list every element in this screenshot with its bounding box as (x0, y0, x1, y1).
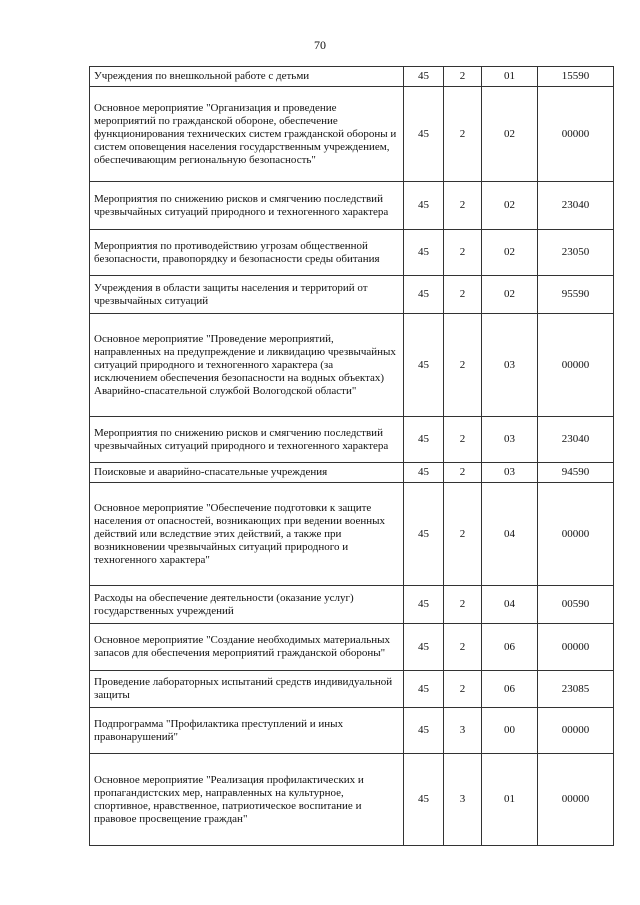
code-c: 01 (482, 754, 538, 846)
code-a: 45 (404, 754, 444, 846)
code-d: 00000 (538, 624, 614, 671)
table-row (90, 463, 614, 483)
row-description: Расходы на обеспечение деятельности (оказание услуг) государственных учреждений (90, 586, 404, 624)
row-description: Мероприятия по снижению рисков и смягчению последствий чрезвычайных ситуаций природного и техногенного характера (90, 182, 404, 230)
table-row (90, 417, 614, 463)
code-a: 45 (404, 276, 444, 314)
code-b: 2 (444, 87, 482, 182)
code-b: 2 (444, 276, 482, 314)
row-description: Мероприятия по снижению рисков и смягчению последствий чрезвычайных ситуаций природного и техногенного характера (90, 417, 404, 463)
code-c: 02 (482, 87, 538, 182)
code-b: 2 (444, 314, 482, 417)
code-b: 2 (444, 586, 482, 624)
page-number: 70 (314, 38, 326, 52)
code-b: 2 (444, 182, 482, 230)
table-row (90, 754, 614, 846)
code-d: 00000 (538, 314, 614, 417)
table-row (90, 67, 614, 87)
table-row (90, 483, 614, 586)
code-a: 45 (404, 708, 444, 754)
code-c: 03 (482, 417, 538, 463)
code-b: 2 (444, 67, 482, 87)
code-c: 04 (482, 483, 538, 586)
code-a: 45 (404, 67, 444, 87)
code-b: 2 (444, 417, 482, 463)
code-c: 00 (482, 708, 538, 754)
row-description: Поисковые и аварийно-спасательные учреждения (90, 463, 404, 483)
code-a: 45 (404, 671, 444, 708)
table-row (90, 314, 614, 417)
code-c: 04 (482, 586, 538, 624)
table-row (90, 276, 614, 314)
code-d: 00000 (538, 87, 614, 182)
code-b: 3 (444, 708, 482, 754)
code-a: 45 (404, 586, 444, 624)
code-b: 2 (444, 483, 482, 586)
table-row (90, 586, 614, 624)
code-a: 45 (404, 463, 444, 483)
code-a: 45 (404, 87, 444, 182)
table-row (90, 87, 614, 182)
code-b: 2 (444, 463, 482, 483)
code-c: 06 (482, 671, 538, 708)
code-c: 03 (482, 463, 538, 483)
table-row (90, 182, 614, 230)
code-d: 23085 (538, 671, 614, 708)
row-description: Мероприятия по противодействию угрозам общественной безопасности, правопорядку и безопасности среды обитания (90, 230, 404, 276)
code-d: 15590 (538, 67, 614, 87)
code-d: 00590 (538, 586, 614, 624)
code-c: 01 (482, 67, 538, 87)
code-a: 45 (404, 314, 444, 417)
code-b: 2 (444, 671, 482, 708)
code-d: 23040 (538, 182, 614, 230)
code-b: 2 (444, 624, 482, 671)
code-a: 45 (404, 624, 444, 671)
code-d: 00000 (538, 754, 614, 846)
row-description: Основное мероприятие "Обеспечение подготовки к защите населения от опасностей, возникающих при ведении военных действий или вследствие этих действий, а также при возникновении чрезвычайных ситуаций природного и техногенного характера" (90, 483, 404, 586)
code-d: 23050 (538, 230, 614, 276)
code-c: 02 (482, 276, 538, 314)
row-description: Основное мероприятие "Создание необходимых материальных запасов для обеспечения мероприятий гражданской обороны" (90, 624, 404, 671)
code-c: 06 (482, 624, 538, 671)
table-row (90, 624, 614, 671)
code-d: 00000 (538, 708, 614, 754)
code-d: 95590 (538, 276, 614, 314)
code-b: 3 (444, 754, 482, 846)
code-a: 45 (404, 417, 444, 463)
code-c: 02 (482, 230, 538, 276)
code-d: 23040 (538, 417, 614, 463)
code-a: 45 (404, 230, 444, 276)
table-row (90, 230, 614, 276)
row-description: Учреждения в области защиты населения и территорий от чрезвычайных ситуаций (90, 276, 404, 314)
table-row (90, 671, 614, 708)
code-d: 00000 (538, 483, 614, 586)
table-row (90, 708, 614, 754)
code-a: 45 (404, 483, 444, 586)
code-c: 03 (482, 314, 538, 417)
row-description: Проведение лабораторных испытаний средств индивидуальной защиты (90, 671, 404, 708)
row-description: Основное мероприятие "Проведение мероприятий, направленных на предупреждение и ликвидацию чрезвычайных ситуаций природного и техногенного характера (за исключением обеспечения безопасности на водных объектах) Аварийно-спасательной службой Вологодской области" (90, 314, 404, 417)
budget-classification-table (89, 66, 614, 846)
row-description: Подпрограмма "Профилактика преступлений и иных правонарушений" (90, 708, 404, 754)
code-c: 02 (482, 182, 538, 230)
code-d: 94590 (538, 463, 614, 483)
row-description: Основное мероприятие "Организация и проведение мероприятий по гражданской обороне, обеспечение функционирования технических систем гражданской обороны и систем оповещения населения государственным учреждением, обеспечивающим региональную безопасность" (90, 87, 404, 182)
row-description: Учреждения по внешкольной работе с детьми (90, 67, 404, 87)
row-description: Основное мероприятие "Реализация профилактических и пропагандистских мер, направленных на культурное, спортивное, нравственное, патриотическое воспитание и правовое просвещение граждан" (90, 754, 404, 846)
code-a: 45 (404, 182, 444, 230)
code-b: 2 (444, 230, 482, 276)
